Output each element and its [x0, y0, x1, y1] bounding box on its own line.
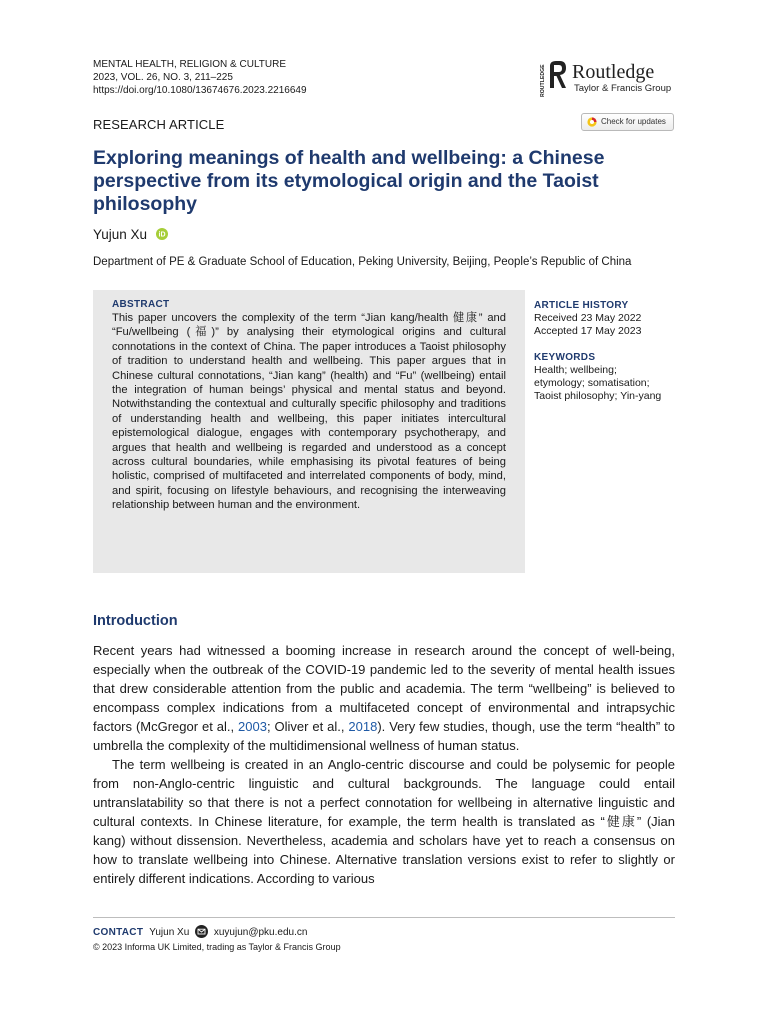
paragraph-text: ). Very few studies, though, use the term “health” to umbrella the complexity of the multidimensional wellness of human status.: [93, 719, 675, 753]
keyword[interactable]: Yin-yang: [620, 390, 662, 402]
contact-label: CONTACT: [93, 927, 144, 938]
keyword[interactable]: somatisation;: [587, 377, 650, 389]
article-title: Exploring meanings of health and wellbeing: a Chinese perspective from its etymological origin and the Taoist philosophy: [93, 147, 605, 215]
copyright: © 2023 Informa UK Limited, trading as Taylor & Francis Group: [93, 942, 341, 952]
routledge-logo-icon: [538, 58, 568, 98]
check-updates-label: Check for updates: [601, 117, 666, 126]
keywords-line-1: [534, 364, 694, 377]
publisher-logo[interactable]: [538, 58, 683, 98]
article-history: [534, 299, 694, 338]
keyword[interactable]: wellbeing;: [570, 364, 617, 376]
author-name[interactable]: Yujun Xu: [93, 227, 148, 242]
keywords-heading: KEYWORDS: [534, 352, 596, 363]
received-date: Received 23 May 2022: [534, 312, 642, 324]
keywords-line-2: [534, 377, 694, 390]
keywords-line-3: [534, 390, 694, 403]
article-type: RESEARCH ARTICLE: [93, 117, 225, 132]
author-line: [93, 227, 168, 242]
svg-text:iD: iD: [158, 231, 166, 239]
abstract-text: This paper uncovers the complexity of the term “Jian kang/health 健康” and “Fu/wellbeing (福)” by analysing their etymological origins and cultural connotations in the context of China. The paper introduces a Taoist philosophy of tradition to understand health and wellbeing. This paper argues that in Chinese cultural connotations, “Jian kang” (health) and “Fu” (wellbeing) entail the integration of human beings’ physical and mental status and beyond. Notwithstanding the contextual and culturally specific philosophy and traditions of understanding health and wellbeing, this paper initiates intercultural epistemological dialogue, engages with contemporary psychotherapy, and argues that health and wellbeing is regarded and understood as a concept across cultural boundaries, while emphasising its pivotal features of being holistic, comprised of multifaceted and interrelated components of body, mind, and spirit, focusing on lifestyle behaviours, and recognising the interweaving relationship between human and the environment.: [112, 312, 506, 512]
publisher-name: Routledge: [572, 61, 655, 83]
contact-line: [93, 925, 307, 938]
abstract-heading: ABSTRACT: [112, 299, 170, 310]
keyword[interactable]: etymology;: [534, 377, 585, 389]
check-for-updates-button[interactable]: [581, 113, 674, 131]
paragraph: The term wellbeing is created in an Anglo-centric discourse and could be polysemic for people from non-Anglo-centric linguistic and cultural backgrounds. The language could entail untranslatability so that there is not a perfect connotation for wellbeing in alternative linguistic and cultural contexts. In Chinese literature, for example, the term health is translated as “健康” (Jian kang) without dissension. Nevertheless, academia and scholars have yet to reach a consensus on how to translate wellbeing into Chinese. Alternative translation versions exist to refer to slightly or entirely different indications. According to various: [93, 757, 675, 886]
journal-name: MENTAL HEALTH, RELIGION & CULTURE: [93, 59, 286, 70]
paragraph-text: ; Oliver et al.,: [266, 719, 349, 734]
email-icon: [195, 925, 208, 938]
keywords-section: [534, 351, 694, 403]
affiliation: Department of PE & Graduate School of Education, Peking University, Beijing, People’s Republic of China: [93, 256, 632, 268]
keyword[interactable]: Taoist philosophy;: [534, 390, 618, 402]
journal-volume: 2023, VOL. 26, NO. 3, 211–225: [93, 72, 233, 83]
logo-vertical-text: ROUTLEDGE: [540, 64, 546, 97]
journal-metadata: [93, 58, 307, 97]
abstract-panel: [93, 290, 525, 573]
contact-email[interactable]: xuyujun@pku.edu.cn: [213, 927, 308, 938]
article-history-heading: ARTICLE HISTORY: [534, 300, 629, 311]
orcid-icon[interactable]: [156, 228, 168, 240]
contact-name: Yujun Xu: [149, 927, 190, 938]
introduction-body: [93, 641, 675, 888]
keyword[interactable]: Health;: [534, 364, 568, 376]
doi-link[interactable]: https://doi.org/10.1080/13674676.2023.2216649: [93, 85, 307, 96]
introduction-heading: Introduction: [93, 613, 178, 629]
paragraph: [93, 641, 675, 755]
check-updates-icon: [587, 117, 597, 127]
accepted-date: Accepted 17 May 2023: [534, 325, 642, 337]
footer-divider: [93, 917, 675, 918]
citation-link[interactable]: 2018: [348, 719, 378, 734]
publisher-group: Taylor & Francis Group: [574, 83, 672, 94]
paragraph-text: Recent years had witnessed a booming increase in research around the concept of well-being, especially when the outbreak of the COVID-19 pandemic led to the severity of mental health issues that drew considerable attention from the public and academia. The term “wellbeing” is believed to encompass complex indications from a multifaceted concept of environmental and intrapsychic factors (McGregor et al.,: [93, 643, 675, 734]
citation-link[interactable]: 2003: [238, 719, 267, 734]
